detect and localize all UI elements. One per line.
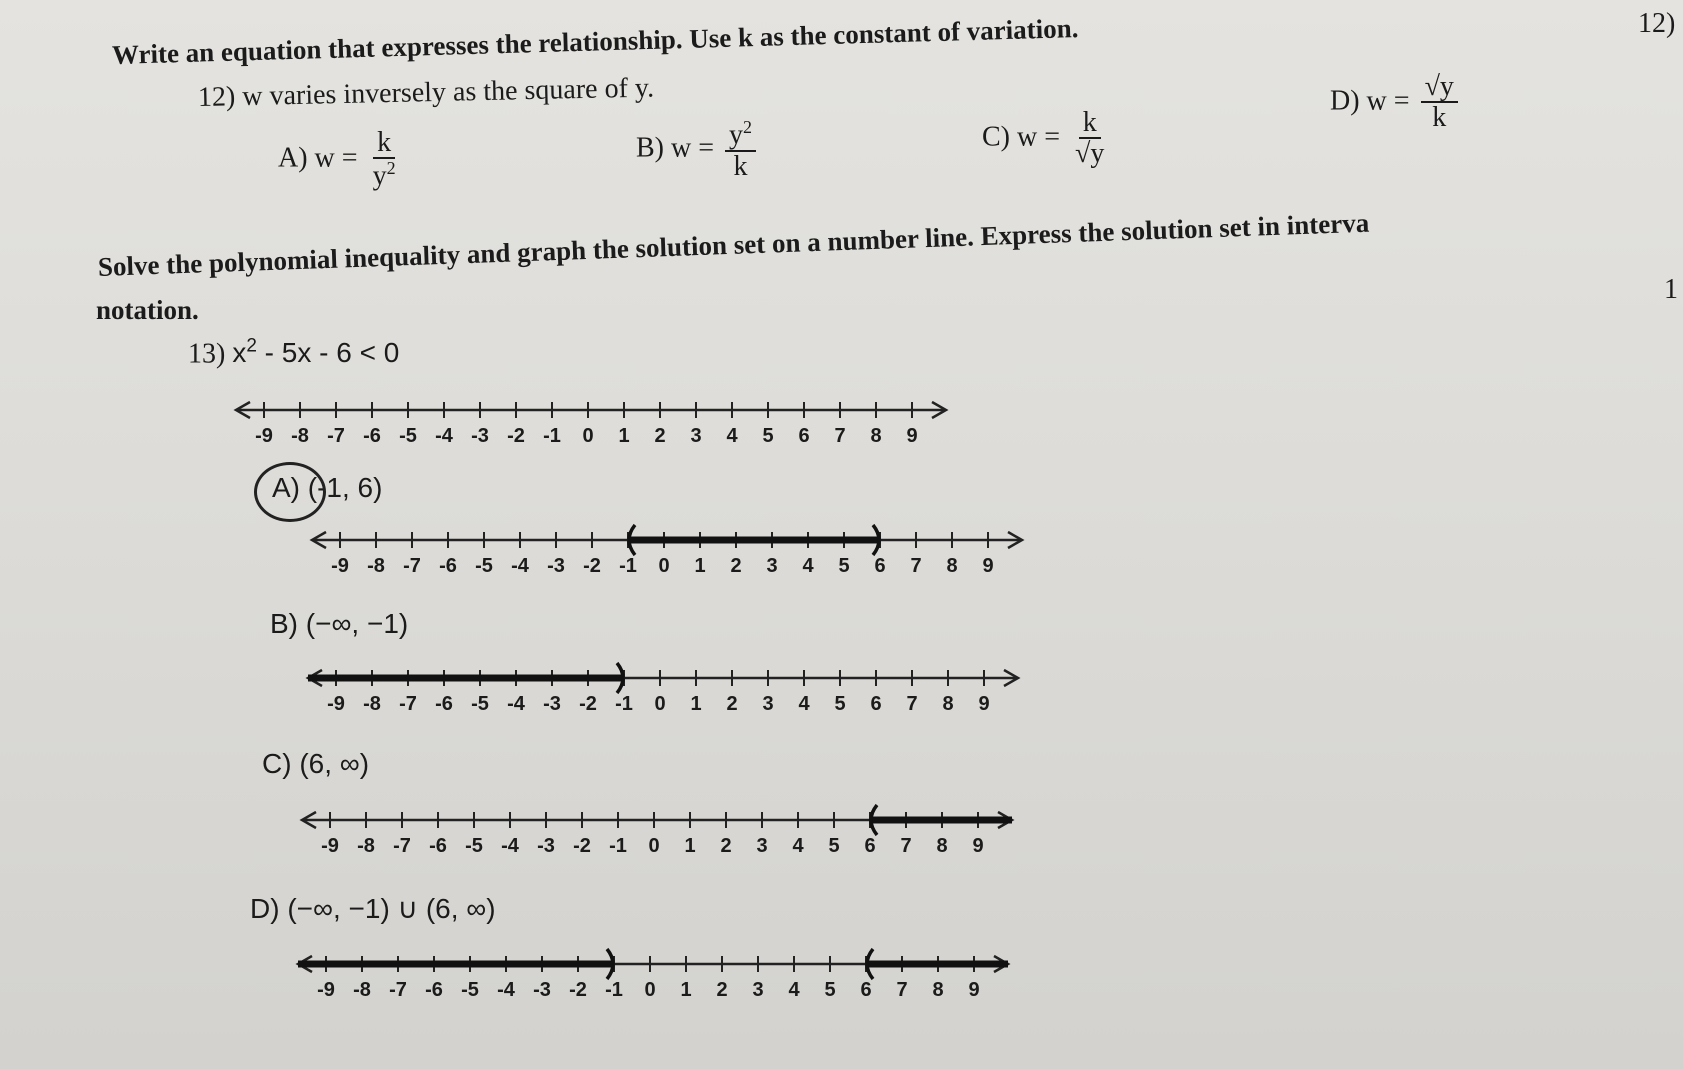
- tick-label: 3: [756, 835, 768, 857]
- tick-label: 8: [942, 693, 954, 715]
- question-text: w varies inversely as the square of y.: [241, 72, 655, 113]
- tick-label: -2: [507, 425, 525, 447]
- tick-label: 4: [788, 979, 800, 1001]
- section2-instruction-line1: Solve the polynomial inequality and graph the solution set on a number line. Express the solution set in interva: [97, 207, 1370, 282]
- tick-label: 9: [968, 979, 980, 1001]
- tick-label: 6: [798, 425, 810, 447]
- tick-label: 7: [834, 425, 846, 447]
- tick-label: -9: [327, 693, 345, 715]
- tick-label: 1: [690, 693, 702, 715]
- tick-label: -7: [327, 425, 345, 447]
- tick-label: -8: [357, 835, 375, 857]
- tick-label: 0: [658, 555, 670, 577]
- tick-label: 6: [870, 693, 882, 715]
- tick-label: 7: [910, 555, 922, 577]
- fraction: [1071, 108, 1108, 170]
- tick-label: -6: [439, 555, 457, 577]
- choice-letter: D): [1330, 85, 1360, 117]
- tick-label: 1: [680, 979, 692, 1001]
- tick-label: -7: [399, 693, 417, 715]
- choice-13b[interactable]: [270, 608, 408, 640]
- tick-label: 6: [860, 979, 872, 1001]
- tick-label: 3: [762, 693, 774, 715]
- tick-label: -7: [393, 835, 411, 857]
- equation-lhs: w =: [1017, 121, 1061, 153]
- tick-label: 7: [900, 835, 912, 857]
- tick-label: -7: [403, 555, 421, 577]
- tick-label: -9: [317, 979, 335, 1001]
- choice-c-number-line: [296, 802, 1066, 864]
- tick-label: -6: [425, 979, 443, 1001]
- choice-b-number-line: [302, 660, 1062, 722]
- tick-label: -8: [353, 979, 371, 1001]
- equation-lhs: w =: [671, 132, 715, 164]
- tick-label: -4: [497, 979, 515, 1001]
- choice-a-number-line: [306, 522, 1066, 584]
- tick-label: -6: [363, 425, 381, 447]
- tick-label: -3: [471, 425, 489, 447]
- tick-label: -6: [435, 693, 453, 715]
- numerator: √y: [1421, 72, 1458, 103]
- tick-label: 8: [946, 555, 958, 577]
- fraction: [725, 118, 756, 183]
- tick-label: 7: [896, 979, 908, 1001]
- tick-label: 7: [906, 693, 918, 715]
- tick-label: 8: [936, 835, 948, 857]
- denominator: k: [733, 150, 748, 182]
- numerator: k: [1079, 108, 1101, 139]
- tick-label: -2: [573, 835, 591, 857]
- question-number-line: [230, 392, 990, 454]
- tick-label: 9: [972, 835, 984, 857]
- tick-label: -9: [255, 425, 273, 447]
- tick-label: -1: [543, 425, 561, 447]
- tick-label: -8: [367, 555, 385, 577]
- interval-notation: (−∞, −1): [305, 608, 409, 639]
- choice-12d[interactable]: [1330, 72, 1458, 134]
- choice-letter: D): [250, 893, 280, 924]
- equation-lhs: w =: [1366, 85, 1410, 117]
- question-13: [188, 336, 399, 370]
- tick-label: 4: [802, 555, 814, 577]
- choice-letter: A): [272, 472, 300, 503]
- denominator: √y: [1075, 138, 1105, 170]
- tick-label: -5: [399, 425, 417, 447]
- tick-label: 5: [838, 555, 850, 577]
- numerator: k: [373, 128, 395, 159]
- tick-label: 9: [978, 693, 990, 715]
- tick-label: 2: [654, 425, 666, 447]
- tick-label: 8: [870, 425, 882, 447]
- tick-label: 8: [932, 979, 944, 1001]
- corner-label-13: 1: [1664, 274, 1678, 305]
- tick-label: -5: [465, 835, 483, 857]
- fraction: [1421, 72, 1458, 134]
- tick-label: -6: [429, 835, 447, 857]
- tick-label: -5: [461, 979, 479, 1001]
- question-number: 12): [197, 81, 236, 113]
- tick-label: -1: [619, 555, 637, 577]
- choice-letter: B): [270, 608, 298, 639]
- numerator: $y^2$: [725, 118, 756, 152]
- tick-label: -4: [511, 555, 529, 577]
- tick-label: 6: [874, 555, 886, 577]
- denominator: k: [1432, 102, 1447, 134]
- tick-label: 3: [690, 425, 702, 447]
- tick-label: -9: [321, 835, 339, 857]
- tick-label: 4: [726, 425, 738, 447]
- selected-answer-circle: [254, 462, 326, 522]
- inequality-expression: $x^2 - 5x - 6 < 0$: [232, 336, 400, 369]
- choice-12a[interactable]: [278, 128, 400, 193]
- tick-label: 0: [582, 425, 594, 447]
- tick-label: 1: [684, 835, 696, 857]
- question-number: 13): [188, 338, 226, 370]
- choice-letter: C): [982, 121, 1010, 153]
- interval-notation: (6, ∞): [299, 748, 370, 779]
- tick-label: 9: [982, 555, 994, 577]
- tick-label: 5: [824, 979, 836, 1001]
- tick-label: 2: [716, 979, 728, 1001]
- tick-label: -1: [609, 835, 627, 857]
- tick-label: 3: [766, 555, 778, 577]
- section1-instruction: Write an equation that expresses the relationship. Use k as the constant of variation.: [111, 13, 1079, 70]
- tick-label: 2: [726, 693, 738, 715]
- equation-lhs: w =: [314, 142, 358, 174]
- choice-letter: C): [262, 748, 292, 779]
- tick-label: 6: [864, 835, 876, 857]
- tick-label: 0: [648, 835, 660, 857]
- choice-d-number-line: [292, 946, 1072, 1008]
- tick-label: 2: [730, 555, 742, 577]
- choice-letter: B): [636, 132, 664, 164]
- tick-label: -5: [475, 555, 493, 577]
- choice-13c[interactable]: [262, 748, 369, 780]
- denominator: $y^2$: [372, 158, 396, 192]
- interval-notation: (−∞, −1) ∪ (6, ∞): [287, 893, 496, 924]
- question-12: [198, 72, 655, 114]
- choice-13d[interactable]: [250, 892, 496, 925]
- tick-label: -4: [435, 425, 453, 447]
- tick-label: 4: [798, 693, 810, 715]
- tick-label: -1: [605, 979, 623, 1001]
- corner-label-12: 12): [1638, 8, 1676, 39]
- tick-label: 5: [762, 425, 774, 447]
- tick-label: 5: [834, 693, 846, 715]
- tick-label: 1: [618, 425, 630, 447]
- tick-label: -8: [291, 425, 309, 447]
- choice-12b[interactable]: [636, 118, 756, 183]
- tick-label: -1: [615, 693, 633, 715]
- tick-label: -4: [501, 835, 519, 857]
- choice-12c[interactable]: [982, 108, 1108, 170]
- choice-letter: A): [278, 142, 308, 174]
- interval-notation: (-1, 6): [307, 472, 383, 503]
- tick-label: 5: [828, 835, 840, 857]
- tick-label: -3: [543, 693, 561, 715]
- tick-label: -9: [331, 555, 349, 577]
- tick-label: 0: [654, 693, 666, 715]
- tick-label: 1: [694, 555, 706, 577]
- tick-label: -2: [569, 979, 587, 1001]
- section2-instruction-line2: notation.: [96, 295, 199, 325]
- tick-label: -5: [471, 693, 489, 715]
- tick-label: 4: [792, 835, 804, 857]
- tick-label: -3: [547, 555, 565, 577]
- tick-label: -4: [507, 693, 525, 715]
- tick-label: -2: [583, 555, 601, 577]
- tick-label: -3: [537, 835, 555, 857]
- tick-label: -7: [389, 979, 407, 1001]
- tick-label: 2: [720, 835, 732, 857]
- tick-label: 9: [906, 425, 918, 447]
- tick-label: 3: [752, 979, 764, 1001]
- tick-label: -2: [579, 693, 597, 715]
- tick-label: 0: [644, 979, 656, 1001]
- tick-label: -8: [363, 693, 381, 715]
- fraction: [369, 128, 400, 193]
- tick-label: -3: [533, 979, 551, 1001]
